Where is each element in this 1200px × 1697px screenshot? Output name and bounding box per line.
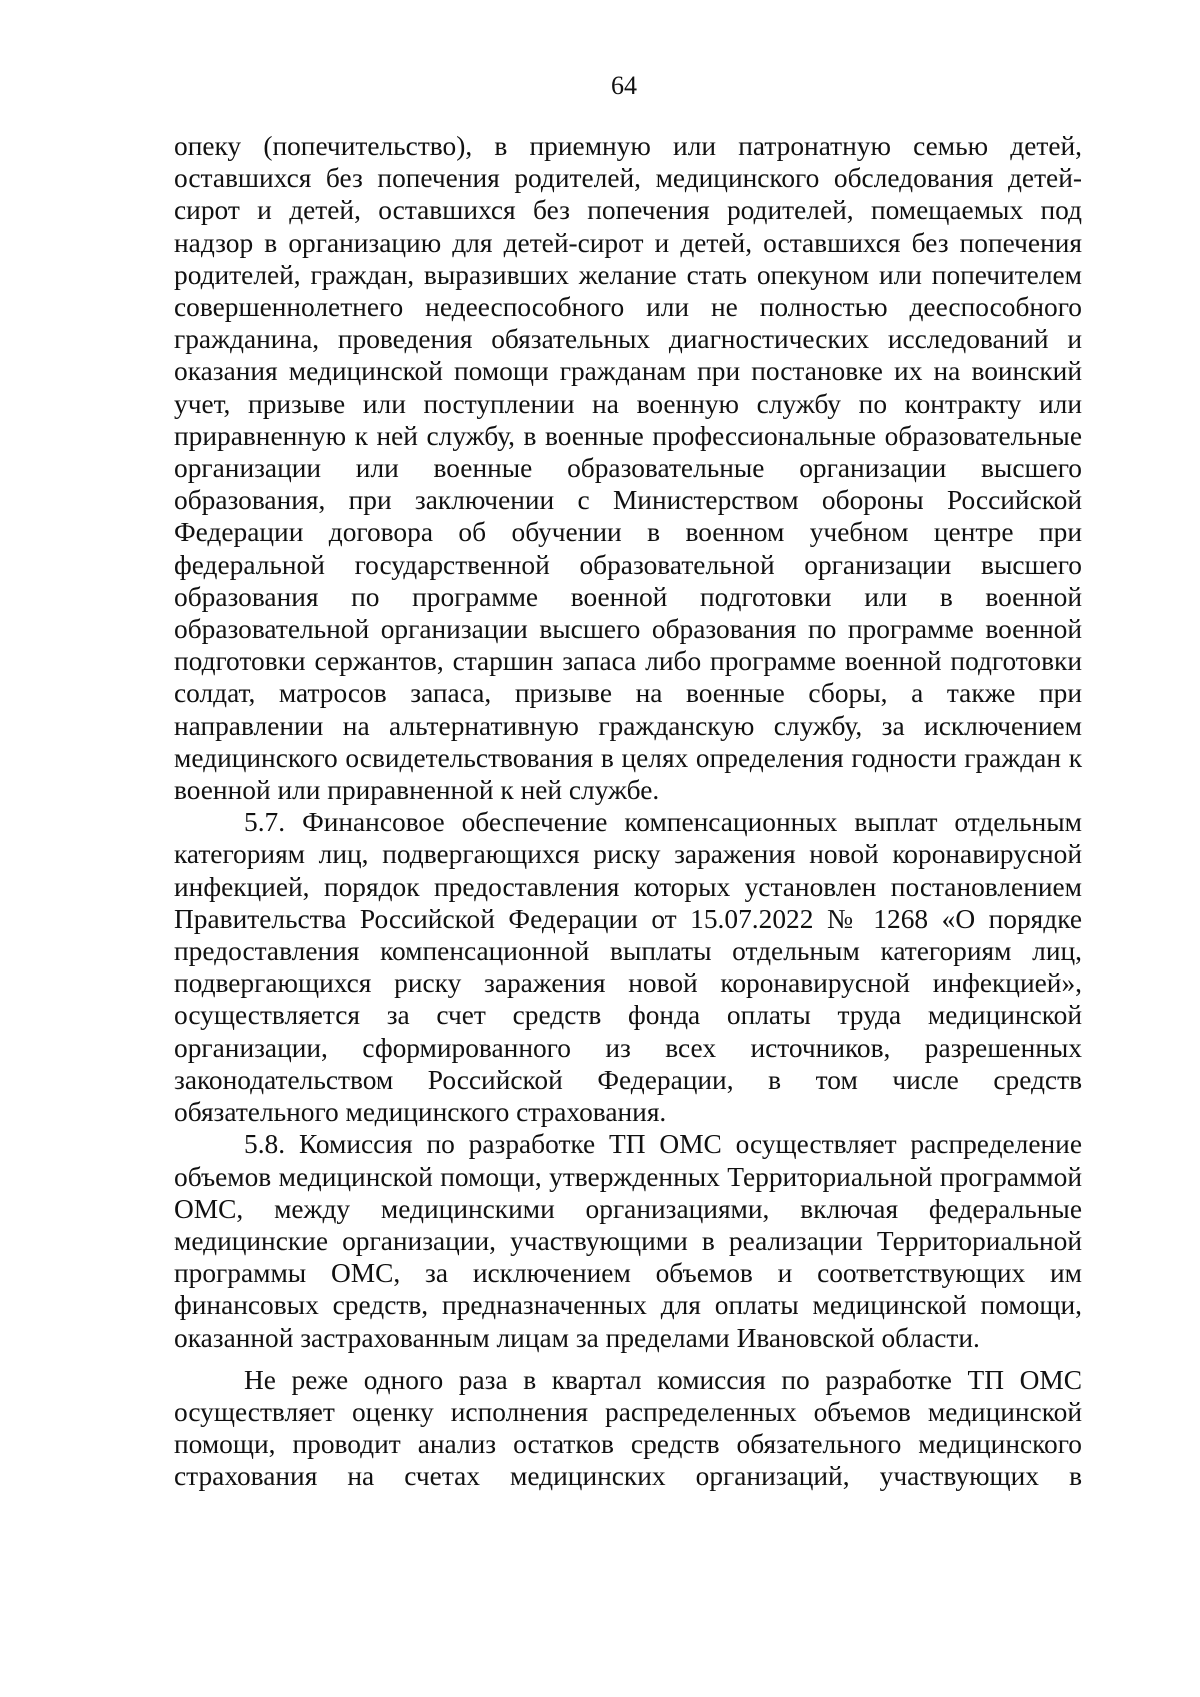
paragraph-continuation: опеку (попечительство), в приемную или патронатную семью детей, оставшихся без попечения родителей, медицинского обследования детей-сирот и детей, оставшихся без попечения родителей, помещаемых под надзор в организацию для детей-сирот и детей, оставшихся без попечения родителей, граждан, выразивших желание стать опекуном или попечителем совершеннолетнего недееспособного или не полностью дееспособного гражданина, проведения обязательных диагностических исследований и оказания медицинской помощи гражданам при постановке их на воинский учет, призыве или поступлении на военную службу по контракту или приравненную к ней службу, в военные профессиональные образовательные организации или военные образовательные организации высшего образования, при заключении с Министерством обороны Российской Федерации договора об обучении в военном учебном центре при федеральной государственной образовательной организации высшего образования по программе военной подготовки или в военной образовательной организации высшего образования по программе военной подготовки сержантов, старшин запаса либо программе военной подготовки солдат, матросов запаса, призыве на военные сборы, а также при направлении на альтернативную гражданскую службу, за исключением медицинского освидетельствования в целях определения годности граждан к военной или приравненной к ней службе. [174, 131, 1082, 806]
paragraph-quarterly-review: Не реже одного раза в квартал комиссия по разработке ТП ОМС осуществляет оценку исполнения распределенных объемов медицинской помощи, проводит анализ остатков средств обязательного медицинского страхования на счетах медицинских организаций, участвующих в [174, 1364, 1082, 1492]
page-number: 64 [611, 71, 637, 100]
paragraph-item-5-7: 5.7. Финансовое обеспечение компенсационных выплат отдельным категориям лиц, подвергающихся риску заражения новой коронавирусной инфекцией, порядок предоставления которых установлен постановлением Правительства Российской Федерации от 15.07.2022 № 1268 «О порядке предоставления компенсационной выплаты отдельным категориям лиц, подвергающихся риску заражения новой коронавирусной инфекцией», осуществляется за счет средств фонда оплаты труда медицинской организации, сформированного из всех источников, разрешенных законодательством Российской Федерации, в том числе средств обязательного медицинского страхования. [174, 807, 1082, 1128]
paragraph-item-5-8: 5.8. Комиссия по разработке ТП ОМС осуществляет распределение объемов медицинской помощи, утвержденных Территориальной программой ОМС, между медицинскими организациями, включая федеральные медицинские организации, участвующими в реализации Территориальной программы ОМС, за исключением объемов и соответствующих им финансовых средств, предназначенных для оплаты медицинской помощи, оказанной застрахованным лицам за пределами Ивановской области. [174, 1129, 1082, 1353]
body-text [174, 130, 1082, 1493]
